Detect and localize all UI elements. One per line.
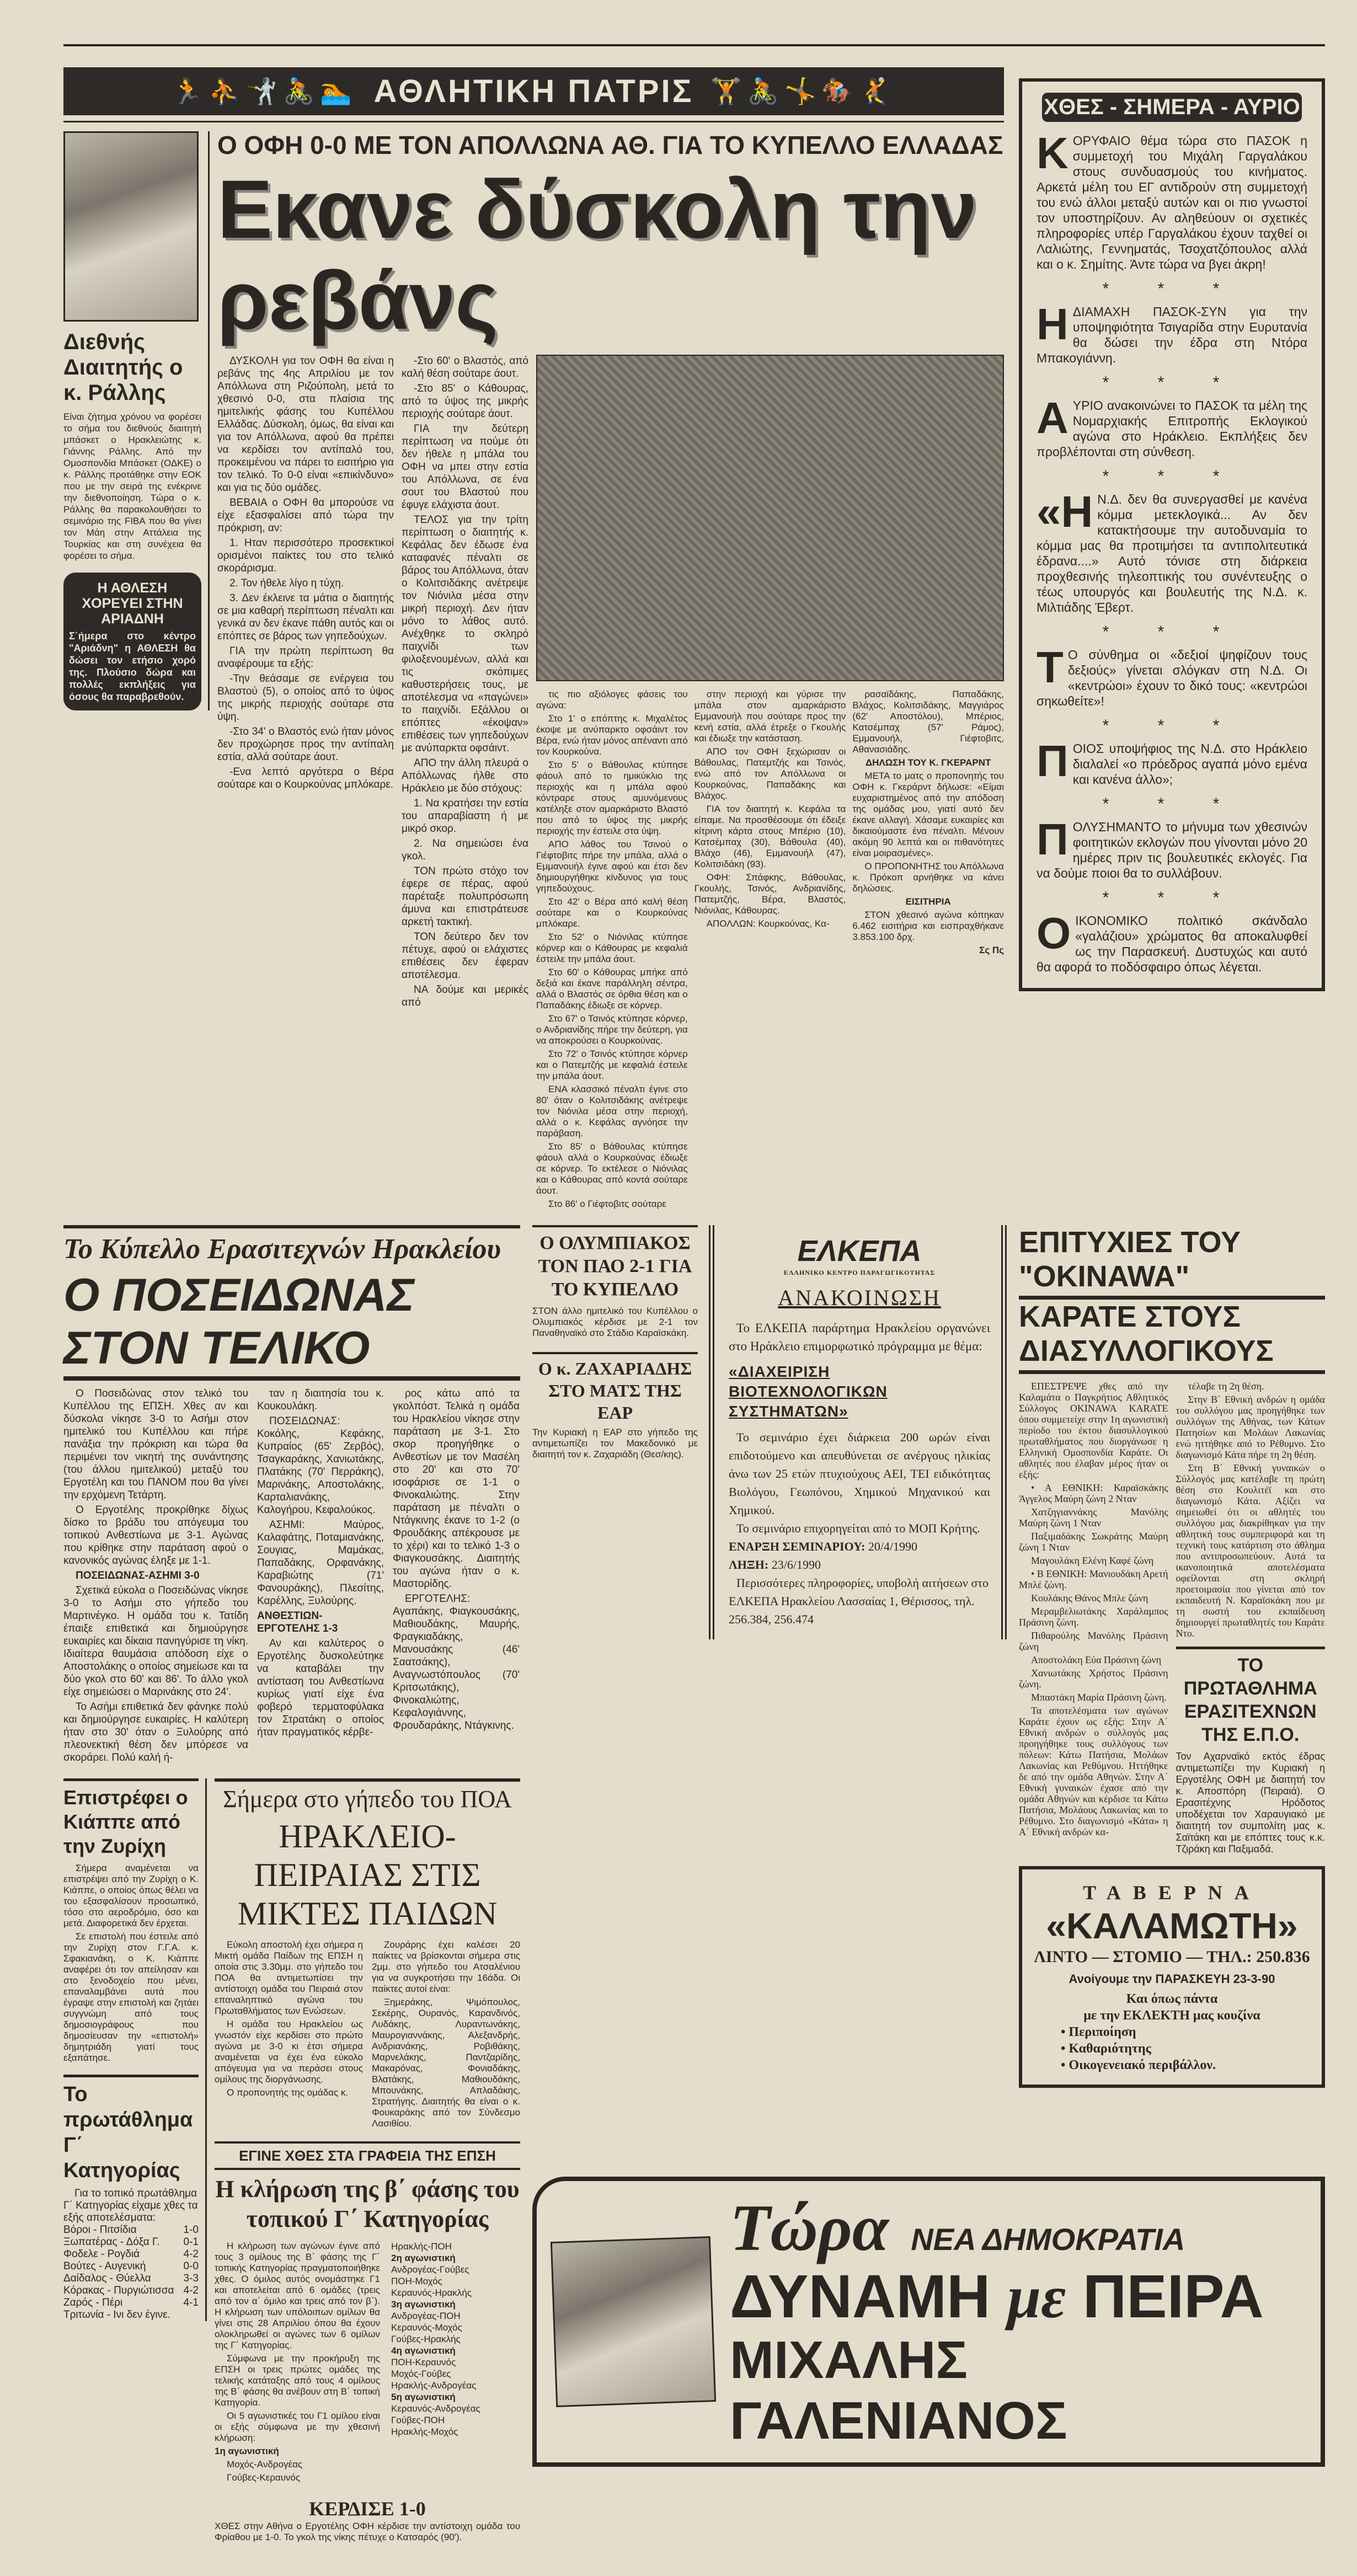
text: Π [1037, 741, 1068, 785]
result-row [63, 2236, 199, 2248]
text: Π [1037, 819, 1068, 864]
text: ΙΚΟΝΟΜΙΚΟ πολιτικό σκάνδαλο «γαλάζιου» χρώματος θα αποκαλυφθεί ως την Παρασκευή. Δυστυχώς και αυτό θα αφορά το ποδόσφαιρο όπως λέγεται. [1037, 913, 1307, 974]
xthes-simera-avrio-box [1019, 78, 1325, 991]
text: ΑΣΗΜΙ: Μαύρος, Καλαφάτης, Ποταμιανάκης, Σουγιας, Μαμάκας, Παπαδάκης, Ορφανάκης, Καραβιώτης (71' Φανουράκης), Πλεσίτης, Καρέλλης, Ξυλούρης. [257, 1519, 384, 1607]
text: Για το τοπικό πρωτάθλημα Γ΄ Κατηγορίας είχαμε χθες τα εξής αποτελέσματα: [63, 2187, 198, 2224]
text: 2. Τον ήθελε λίγο η τύχη. [229, 577, 344, 589]
zachariadis-headline: Ο κ. ΖΑΧΑΡΙΑΔΗΣ ΣΤΟ ΜΑΤΣ ΤΗΣ ΕΑΡ [538, 1358, 692, 1423]
text: Στη Β΄ Εθνική γυναικών ο Σύλλογός μας κατέλαβε τη πρώτη θέση στο Κουλιτέϊ και στο διαγωνισμό Κάτα. Αξίζει να σημειωθεί ότι οι αθλητές του συλλόγου μας διακρίθηκαν για την αθλητική τους συμπεριφορά και τη τεχνική τους κατάρτιση στο άθλημα που αντιπροσωπεύουν. Αυτά τα ικανοποιητικά αποτελέσματα οφείλονται στη σκληρή προετοιμασία που γίνεται από τον εκπαιδευτή Ν. Καραϊσκάκη που με τη σωστή του εκπαίδευση δημιουργεί πρωταθλητές του Καράτε Ντο. [1176, 1462, 1325, 1639]
taverna-line: με την ΕΚΛΕΚΤΗ μας κουζίνα [1083, 2008, 1260, 2023]
text: Στο 1' ο επόπτης κ. Μιχαλέτος έκοψε με ανύπαρκτο οφσάιντ τον Βέρα, ενώ ήταν μόνος απέναντι από τον Κουρκούνα. [536, 713, 688, 757]
text: 2η αγωνιστική [391, 2252, 456, 2263]
poa-headline: ΗΡΑΚΛΕΙΟ-ΠΕΙΡΑΙΑΣ ΣΤΙΣ ΜΙΚΤΕΣ ΠΑΙΔΩΝ [237, 1818, 498, 1932]
top-rule [63, 44, 1325, 46]
text: Στο 5' ο Βάθουλας κτύπησε φάουλ από το ημικύκλιο της περιοχής και η μπάλα αφού κόντραρε στους αμυνόμενους κατέληξε στον αμαρκάριστο Βλαστό που από το ύψος της μικρής περιοχής την έστειλε στα ύψη. [536, 759, 688, 836]
lead-column-3 [536, 689, 688, 1212]
text: ΟΦΗ: Σπάφκης, Βάθουλας, Γκουλής, Τσινός, Ανδριανίδης, Πατεμτζής, Βέρα, Βλαστός, Νιόνιλας, Κάθουρας. [694, 872, 846, 916]
text: ΔΗΛΩΣΗ ΤΟΥ Κ. ΓΚΕΡΑΡΝΤ [865, 757, 991, 768]
elkepa-logo: ΕΛΚΕΠΑ [797, 1234, 922, 1268]
start-date: 20/4/1990 [868, 1539, 918, 1553]
match-photo [536, 355, 1004, 681]
text: ΣΤΟΝ χθεσινό αγώνα κόπηκαν 6.462 εισιτήρια και εισπραχθήκανε 3.853.100 δρχ. [852, 909, 1005, 942]
text: ΑΠΟ τον ΟΦΗ ξεχώρισαν οι Βάθουλας, Πατεμτζής και Τσινός, ενώ από τον Απόλλωνα οι Κουρκούνας, Παπαδάκης και Βλάχος. [694, 746, 846, 801]
okinawa-right [1176, 1381, 1326, 1855]
text: 3. Δεν έκλεινε τα μάτια ο διαιτητής σε μια καθαρή περίπτωση πέναλτι και γενικά αν δεν έκανε πάθη αυτός και οι επόπτες σε βάρος των γηπεδούχων. [217, 592, 394, 642]
lead-columns [217, 355, 1004, 1212]
party-name: ΝΕΑ ΔΗΜΟΚΡΑΤΙΑ [911, 2222, 1185, 2257]
okinawa-columns [1019, 1381, 1325, 1855]
separator: * * * [1102, 889, 1242, 907]
separator: * * * [1102, 467, 1242, 485]
taverna-name: «ΚΑΛΑΜΩΤΗ» [1046, 1905, 1298, 1946]
text: ταν η διαιτησία του κ. Κουκουλάκη. [257, 1387, 384, 1412]
text: Ο [1037, 913, 1071, 958]
poa-klirosi-column [215, 1778, 520, 2543]
text: Εύκολη αποστολή έχει σήμερα η Μικτή ομάδα Παίδων της ΕΠΣΗ η οποία στις 3.30μμ. στο γήπεδο του ΠΟΑ θα αντιμετωπίσει την αντίστοιχη ομάδα του Πειραιά στον επαναληπτικό αγώνα του Πρωταθλήματος των Ενώσεων. [215, 1939, 363, 2016]
elkepa-intro: Το ΕΛΚΕΠΑ παράρτημα Ηρακλείου οργανώνει στο Ηράκλειο επιμορφωτικό πρόγραμμα με θέμα: [729, 1321, 990, 1353]
taverna-line: Και όπως πάντα [1126, 1991, 1218, 2006]
text: ΓΙΑ την πρώτη περίπτωση θα αναφέρουμε τα εξής: [217, 645, 394, 670]
kiappe-headline: Επιστρέφει ο Κιάππε από την Ζυρίχη [63, 1786, 188, 1857]
item [1037, 398, 1307, 462]
kypello-column-3 [393, 1387, 520, 1734]
okinawa-headline-2: ΚΑΡΑΤΕ ΣΤΟΥΣ ΔΙΑΣΥΛΛΟΓΙΚΟΥΣ [1019, 1300, 1325, 1374]
text: Ο Ποσειδώνας στον τελικό του Κυπέλλου της ΕΠΣΗ. Χθες αν και δύσκολα νίκησε 3-0 το Ασήμι στον ημιτελικό του Κυπέλλου και πήρε πανάξια την πρόκριση και τώρα θα περιμένει τον νικητή της συνάντησης (του άλλου ημιτελικού) μεταξύ του Εργοτέλη και του ΠΑΝΟΜ που θα γίνει την ερχόμενη Τετάρτη. [63, 1387, 248, 1501]
text: Στο 52' ο Νιόνιλας κτύπησε κόρνερ και ο Κάθουρας με κεφαλιά έστειλε την μπάλα άουτ. [536, 931, 688, 964]
text: ΤΕΛΟΣ για την τρίτη περίπτωση ο διαιτητής κ. Κεφάλας δεν έδωσε ένα καταφανές πέναλτι σε βάρος του Απόλλωνα, όταν ο Κολιτσιδάκης ανέτρεψε τον Νιόνιλα μέσα στην μικρή περιοχή. Δεν ήταν μόνο το λάθος αυτό. Ανέχθηκε το σκληρό παιχνίδι των φιλοξενουμένων, αλλά και τις σκόπιμες καθυστερήσεις τους, με αποτέλεσμα να «παγώνει» το παιχνίδι. Εξάλλου οι επόπτες «έκοψαν» επιθέσεις των γηπεδούχων με ανύπαρκτα οφσάιντ. [402, 514, 528, 754]
text: 1. Ηταν περισσότερο προσεκτικοί ορισμένοι παίκτες του στο τελικό σκοράρισμα. [217, 537, 394, 574]
olympiakos-story [532, 1225, 698, 1339]
elkepa-info: Περισσότερες πληροφορίες, υποβολή αιτήσεων στο ΕΛΚΕΠΑ Ηρακλείου Λασσαίας 1, Θέρισσος, τηλ. 256.384, 256.474 [729, 1575, 989, 1626]
result-row [63, 2297, 199, 2309]
text: Καθαριότητης [1068, 2041, 1151, 2056]
main-left [63, 67, 1004, 1212]
item [1037, 913, 1307, 977]
text: Σχετικά εύκολα ο Ποσειδώνας νίκησε 3-0 το Ασήμι στο γήπεδο του Μαρτινέγκο. Η ομάδα του κ. Τατίδη έπαιξε επιθετικά και δημιούργησε ευκαιρίες και δίκαια πανηγύρισε τη νίκη. Ιδιαίτερα θαυμάσια απόδοση είχε ο Αποστολάκης ο οποίος σημείωσε και τα δύο γκολ στο 60' και 86'. Το άλλο γκολ είχε σημειώσει ο Μαρινάκης στο 24'. [63, 1584, 248, 1698]
section-rule [215, 2168, 520, 2170]
text: Χατζηγιαννάκης Μανόλης Μαύρη ζώνη 1 Νταν [1019, 1506, 1168, 1529]
text: ΤΟΝ δεύτερο δεν τον πέτυχε, αφού οι ελάχιστες επιθέσεις δεν έφεραν αποτέλεσμα. [402, 931, 528, 981]
text: 5η αγωνιστική [391, 2391, 456, 2402]
text: ΕΡΓΟΤΕΛΗΣ: Αγαπάκης, Φιαγκουσάκης, Μαθιουδάκης, Μαυρής, Φραγκιαδάκης, Μανουσάκης (46' Σαατσάκης), Αναγνωστόπουλος (70' Κριτσωτάκης), Φινοκαλιώτης, Κεφαλογιάννης, Φρουδαράκης, Ντάγκινης. [393, 1592, 520, 1731]
text: Γούβες-Ηρακλής [391, 2333, 461, 2344]
text: Ηρακλής-ΠΟΗ [391, 2241, 452, 2252]
section-rule [63, 2075, 199, 2077]
text: ΓΙΑ την δεύτερη περίπτωση να πούμε ότι δεν ήθελε η μπάλα του ΟΦΗ να μπει στην εστία του Απόλλωνα, σε ένα σουτ του Βλαστού που έφυγε ελάχιστα άουτ. [402, 423, 528, 511]
gkat-results [63, 2188, 199, 2321]
protathlima-body: Τον Αχαρναϊκό εκτός έδρας αντιμετωπίζει την Κυριακή η Εργοτέλης ΟΦΗ με διαιτητή τον κ. Αποσπόρη (Πειραιά). Ο Ερασιτέχνης Ηρόδοτος υποδέχεται τον Χαραυγιακό με διαιτητή τον συμπολίτη μας κ. Σαϊτάκη και με επόπτες τους κ.κ. Τζιράκη και Παξιμαδά. [1176, 1750, 1325, 1854]
text: 4η αγωνιστική [391, 2345, 456, 2356]
separator: * * * [1102, 280, 1242, 298]
text: ΔΥΣΚΟΛΗ για τον ΟΦΗ θα είναι η ρεβάνς της 4ης Απριλίου με τον Απόλλωνα στη Ριζούπολη, μετά το χθεσινό 0-0, στα πλαίσια της ημιτελικής φάσης του Κυπέλλου Ελλάδας. Δύσκολη, όμως, θα είναι και για τον Απόλλωνα, αφού θα πρέπει να κερδίσει τον αντίπαλό του, προκειμένου να πάρει το εισιτήριο για τον τελικό. Το 0-0 είναι «επικίνδυνο» και για τις δύο ομάδες. [217, 355, 394, 494]
text: ΠΟΗ-Κεραυνός [391, 2356, 456, 2367]
separator: * * * [1102, 795, 1242, 813]
elkepa-start [729, 1537, 990, 1556]
section-rule [215, 2141, 520, 2144]
kypello-kicker: Το Κύπελλο Ερασιτεχνών Ηρακλείου [63, 1233, 501, 1265]
poa-kicker: Σήμερα στο γήπεδο του ΠΟΑ [223, 1785, 512, 1813]
text: ΕΝΑ κλασσικό πέναλτι έγινε στο 80' όταν ο Κολιτσιδάκης ανέτρεψε τον Νιόνιλα μέσα στην περιοχή, αλλά ο κ. Κεφάλας αγνόησε την παράβαση. [536, 1083, 688, 1139]
text: ΥΡΙΟ ανακοινώνει το ΠΑΣΟΚ τα μέλη της Νομαρχιακής Επιτροπής Εκλογικού αγώνα στο Ηράκλειο. Εκπλήξεις δεν προβλέπονται στη σύνθεση. [1037, 398, 1307, 459]
section-rule [63, 1376, 520, 1381]
left-narrow-column [63, 1778, 207, 2321]
text: ΑΝΘΕΣΤΙΩΝ-ΕΡΓΟΤΕΛΗΣ 1-3 [257, 1610, 338, 1634]
kerdise-headline: ΚΕΡΔΙΣΕ 1-0 [309, 2497, 426, 2520]
result-row [63, 2248, 199, 2260]
text: Η [1037, 304, 1068, 349]
text: ΤΟΝ πρώτο στόχο τον έφερε σε πέρας, αφού παρέταξε πολυπρόσωπη άμυνα και επιστράτευσε αρκετή τακτική. [402, 865, 528, 928]
end-date: 23/6/1990 [771, 1557, 821, 1572]
text: ΑΠΟΛΛΩΝ: Κουρκούνας, Κα- [706, 918, 830, 929]
text: Αν και καλύτερος ο Εργοτέλης δυσκολεύτηκε να καταβάλει την αντίσταση του Ανθεστίωνα κυρίως γιατί είχε ένα φοβερό τερματοφύλακα τον Στρατάκη ο οποίος ήταν πραγματικός κέρβε- [257, 1637, 384, 1738]
text: Τριτωνία - Ινι δεν έγινε. [63, 2308, 170, 2321]
separator: * * * [1102, 623, 1242, 641]
text: ΕΝΑΡΞΗ ΣΕΜΙΝΑΡΙΟΥ: [729, 1539, 866, 1553]
zachariadis-body: Την Κυριακή η ΕΑΡ στο γήπεδο της αντιμετωπίζει τον Μακεδονικό με διαιτητή τον κ. Ζαχαριάδη (Θεσ/κης). [532, 1426, 698, 1460]
column-b [532, 1225, 1007, 1639]
text: ΟΡΥΦΑΙΟ θέμα τώρα στο ΠΑΣΟΚ η συμμετοχή του Μιχάλη Γαργαλάκου στους συνδυασμούς του κινήματος. Αρκετά μέλη του ΕΓ αντιδρούν στη συμμετοχή του ενώ άλλοι μεταξύ αυτών και οι πιο γνωστοί τον υποστηρίζουν. Αν αληθεύουν οι σχετικές πληροφορίες υπέρ Γαργαλάκου έχουν ταχθεί οι Λαλιώτης, Γεννηματάς, Τσοχατζόπουλος αλλά και ο κ. Σημίτης. Άντε τώρα να βγει άκρη! [1037, 133, 1307, 271]
text: -Στο 85' ο Κάθουρας, από το ύψος της μικρής περιοχής σούταρε άουτ. [402, 382, 528, 420]
section-rule [63, 1778, 199, 1781]
ad-script-word: Τώρα [730, 2191, 889, 2265]
text: ΠΟΗ-Μοχός [391, 2275, 442, 2286]
text: Κεραυνός-Μοχός [391, 2322, 462, 2333]
text: ρος κάτω από τα γκολπόστ. Τελικά η ομάδα του Ηρακλείου νίκησε στην παράταση με 3-1. Στο σκορ προηγήθηκε ο Ανθεστίων με τον Μασέλη στο 20' και στο 70' ισοφάρισε σε 1-1 ο Φινοκαλιώτης. Στην παράταση με πέναλτι ο Ντάγκινης έκανε το 1-2 (ο Φρουδάκης απέκρουσε με το χέρι) και το τελικό 1-3 ο Φιαγκουσάκης. Διαιτητής του αγώνα ήταν ο κ. Μαστορίδης. [393, 1387, 520, 1590]
text: Οι 5 αγωνιστικές του Γ1 ομίλου είναι οι εξής σύμφωνα με την χθεσινή κλήρωση: [215, 2410, 380, 2443]
klirosi-kicker: ΕΓΙΝΕ ΧΘΕΣ ΣΤΑ ΓΡΑΦΕΙΑ ΤΗΣ ΕΠΣΗ [239, 2147, 496, 2164]
text: Ο σύνθημα οι «δεξιοί ψηφίζουν τους δεξιούς» γίνεται σλόγκαν στη Ν.Δ. Οι «κεντρώοι» έχουν το δικό τους: «κεντρώοι σηκωθείτε»! [1037, 648, 1307, 708]
text: με [1007, 2263, 1066, 2331]
text: Ξωπατέρας - Δόξα Γ. [63, 2236, 160, 2248]
byline: Σς Πς [979, 944, 1005, 955]
ariadni-body: Σ΄ήμερα στο κέντρο "Αριάδνη" η ΑΘΛΕΣΗ θα δώσει τον ετήσιο χορό της. Πλούσιο δώρα και πολλές εκπλήξεις για όσους θα παραβρεθούν. [69, 630, 196, 702]
klirosi-columns [215, 2241, 520, 2486]
sport-figures-icon: 🏃⛹🤺🚴🏊 [172, 77, 357, 105]
text: -Στο 60' ο Βλαστός, από καλή θέση σούταρε άουτ. [402, 355, 528, 380]
okinawa-headline-1: ΕΠΙΤΥΧΙΕΣ ΤΟΥ "OKINAWA" [1019, 1225, 1325, 1300]
text: ΓΙΑ τον διαιτητή κ. Κεφάλα τα είπαμε. Να προσθέσουμε ότι έδειξε κίτρινη κάρτα στους Μπέριο (10), Κατσέμπαχ (30), Βάθουλα (40), Βλάχο (46), Εμμανουήλ (47), Κολιτσιδάκη (93). [694, 803, 846, 869]
text: ΕΠΕΣΤΡΕΨΕ χθες από την Καλαμάτα ο Παγκρήτιος Αθλητικός Σύλλογος OKINAWA KARATE όπου συμμετείχε στην 1η αγωνιστική περίοδο του έκτου διασυλλογικού πρωταθλήματος που διοργάνωσε η Ελληνική Ομοσπονδία Καράτε. Οι αθλητές που έλαβαν μέρος ήταν οι εξής: [1019, 1380, 1168, 1480]
text: ΠΕΙΡΑ [1082, 2263, 1264, 2331]
text: ΛΗΞΗ: [729, 1557, 769, 1572]
text: Οικογενειακό περιβάλλον. [1068, 2057, 1216, 2072]
text: Ξημεράκης, Ψιμόπουλος, Σεκέρης, Ουρανός, Καρανδινός, Λυδάκης, Λυραντωνάκης, Μαυρογιαννάκης, Αλεξανδρής, Ανδριανάκης, Ροβιθάκης, Μαρνελάκης, Παντζαρίδης, Μακαρόνας, Φονιαδάκης, Βλατάκης, Μαθιουδάκης, Μπουνάκης, Απλαδάκης, Στρατήγης. Διαιτητής θα είναι ο κ. Φουκαράκης από τον Σύνδεσμο Λασιθίου. [372, 1996, 520, 2129]
text: Στο 60' ο Κάθουρας μπήκε από δεξιά και έκανε παράλληλη σέντρα, αλλά ο Βλαστός σε όρθια θέση και ο Παπαδάκης έδιωξε σε κόρνερ. [536, 966, 688, 1011]
text: Βούτες - Αυγενική [63, 2260, 146, 2272]
ad-text [730, 2192, 1304, 2451]
elkepa-theme: «ΔΙΑΧΕΙΡΙΣΗ ΒΙΟΤΕΧΝΟΛΟΓΙΚΩΝ ΣΥΣΤΗΜΑΤΩΝ» [729, 1362, 888, 1420]
nd-campaign-ad [532, 2177, 1325, 2467]
text: Ζουράρης έχει καλέσει 20 παίκτες να βρίσκονται σήμερα στις 2μμ. στο γήπεδο του Ατσαλένιου για να συγκροτήσει την 16άδα. Οι παίκτες αυτοί είναι: [372, 1939, 520, 1994]
elkepa-ad [709, 1225, 1007, 1639]
text: ΔΥΝΑΜΗ [730, 2263, 991, 2331]
text: «Η [1037, 491, 1093, 536]
top-section [63, 67, 1325, 1212]
text: Το Ασήμι επιθετικά δεν φάνηκε πολύ και δημιούργησε ευκαιρίες. Η καλύτερη ήταν στο 30' όταν ο Ξυλούρης από πλεονεκτική θέση δεν μπόρεσε να σκοράρει. Πολύ καλή ή- [63, 1701, 248, 1763]
text: ΠΟΣΕΙΔΩΝΑΣ-ΑΣΗΜΙ 3-0 [76, 1569, 200, 1581]
separator: * * * [1102, 373, 1242, 392]
text: 3η αγωνιστική [391, 2299, 456, 2310]
kypello-headline: Ο ΠΟΣΕΙΔΩΝΑΣ ΣΤΟΝ ΤΕΛΙΚΟ [63, 1268, 415, 1373]
item [1037, 304, 1307, 368]
sport-figures-icon: 🏋🚴🤸🏇🤾 [710, 77, 896, 105]
lead-column-2 [402, 355, 528, 1011]
text: Σύμφωνα με την προκήρυξη της ΕΠΣΗ οι τρεις πρώτες ομάδες της τελικής κατάταξης από τους 4 ομίλους της Β΄ φάσης θα ανέβουν στη Β΄ τοπική Κατηγορία. [215, 2353, 380, 2408]
column-title: ΧΘΕΣ - ΣΗΜΕΡΑ - ΑΥΡΙΟ [1042, 93, 1302, 122]
lead-kicker: Ο ΟΦΗ 0-0 ΜΕ ΤΟΝ ΑΠΟΛΛΩΝΑ ΑΘ. ΓΙΑ ΤΟ ΚΥΠΕΛΛΟ ΕΛΛΑΔΑΣ [217, 131, 1003, 159]
text: • Β ΕΘΝΙΚΗ: Μανιουδάκη Αρετή Μπλέ ζώνη. [1019, 1568, 1168, 1590]
lead-column-4 [694, 689, 846, 932]
text: Ο ΠΡΟΠΟΝΗΤΗΣ του Απόλλωνα κ. Πρόκοπ αρνήθηκε να κάνει δηλώσεις. [852, 861, 1005, 894]
text: τέλαβε τη 2η θέση. [1188, 1380, 1264, 1392]
elkepa-title: ΑΝΑΚΟΙΝΩΣΗ [778, 1285, 941, 1310]
text: τις πιο αξιόλογες φάσεις του αγώνα: [536, 688, 688, 710]
text: Κεραυνός-Ηρακλής [391, 2287, 472, 2298]
poa-column-2 [372, 1939, 520, 2131]
text: 1. Να κρατήσει την εστία του απαραβίαστη ή με μικρό σκορ. [402, 797, 528, 835]
text: Ανδρογέας-ΠΟΗ [391, 2310, 461, 2321]
result-row [63, 2309, 199, 2321]
text: Α [1037, 398, 1068, 442]
klirosi-column-2 [391, 2241, 520, 2438]
text: Παξιμαδάκης Σωκράτης Μαύρη ζώνη 1 Νταν [1019, 1530, 1168, 1553]
text: 0-0 [183, 2260, 199, 2272]
kypello-columns [63, 1387, 520, 1766]
text: ΒΕΒΑΙΑ ο ΟΦΗ θα μπορούσε να είχε εξασφαλίσει από τώρα την πρόκριση, αν: [217, 496, 394, 534]
zachariadis-story [532, 1352, 698, 1460]
ralli-headline: Διεθνής Διαιτητής ο κ. Ράλλης [63, 330, 183, 405]
elkepa-logo-sub: ΕΛΛΗΝΙΚΟ ΚΕΝΤΡΟ ΠΑΡΑΓΩΓΙΚΟΤΗΤΑΣ [783, 1268, 936, 1276]
text: Γούβες-Κεραυνός [227, 2472, 301, 2483]
text: Η κλήρωση των αγώνων έγινε από τους 3 ομίλους της Β΄ φάσης της Γ΄ τοπικής Κατηγορίας πραγματοποιήθηκε χθες. Ο όμιλος αυτός ονομάστηκε Γ1 και αποτελείται από 6 ομάδες (τρεις από τον α΄ όμιλο και τρεις από τον β΄). Η κλήρωση των υπόλοιπων ομίλων θα γίνει στις 28 Απριλίου όπου θα έχουν ολοκληρωθεί οι αγώνες των 6 ομίλων της Γ΄ Κατηγορίας. [215, 2240, 380, 2350]
text: Αποστολάκη Εύα Πράσινη ζώνη [1031, 1654, 1162, 1665]
text: Τα αποτελέσματα των αγώνων Καράτε έχουν ως εξής: Στην Α΄ Εθνική ανδρών ο σύλλογός μας προηγήθηκε τους συλλόγους των πόλεων: Κάτω Πατήσια, Μολάων Λακωνίας και Ρεθύμνου. Ηττήθηκε δε από την ομάδα Αθηνών. Στην Α΄ Εθνική γυναικών έχασε από την ομάδα Αθηνών και κέρδισε τα Κάτω Πατήσια, Μολάους Λακωνίας και το Ρέθυμνο. Στο διαγωνισμό «Κάτα» η Α΄ Εθνική ανδρών κα- [1019, 1704, 1168, 1837]
item [1037, 819, 1307, 883]
taverna-address: ΛΙΝΤΟ — ΣΤΟΜΙΟ — ΤΗΛ.: 250.836 [1034, 1947, 1310, 1966]
text: ΟΛΥΣΗΜΑΝΤΟ το μήνυμα των χθεσινών φοιτητικών εκλογών που γίνονται μόνο 20 ημέρες πριν τις βουλευτικές εκλογές. Για να δούμε ποιοι θα το συλλάβουν. [1037, 820, 1307, 880]
ralli-body: Είναι ζήτημα χρόνου να φορέσει το σήμα του διεθνούς διαιτητή μπάσκετ ο Ηρακλειώτης κ. Γιάννης Ράλλης. Από την Ομοσπονδία Μπάσκετ (ΟΔΚΕ) ο κ. Ράλλης προτάθηκε στην ΕΟΚ που με την σειρά της ενέκρινε την διεθνοποίηση. Τώρα ο κ. Ράλλης θα παρακολουθήσει το σεμινάριο της FIBA που θα γίνει τον Μάη στην Αττάλεια της Τουρκίας και στη συνέχεια θα φορέσει το σήμα. [63, 411, 201, 561]
text: -Ενα λεπτό αργότερα ο Βέρα σούταρε και ο Κουρκούνας μπλόκαρε. [217, 766, 394, 790]
lead-right [536, 355, 1004, 1212]
section-title: ΑΘΛΗΤΙΚΗ ΠΑΤΡΙΣ [373, 73, 694, 109]
separator: * * * [1102, 717, 1242, 735]
text: 4-2 [183, 2284, 199, 2296]
text: Βόροι - Πιτσίδια [63, 2224, 137, 2236]
text: ΠΟΣΕΙΔΩΝΑΣ: Κοκόλης, Κεφάκης, Κυπραίος (65' Ζερβός), Τσαγκαράκης, Χανιωτάκης, Πλατάκης (70' Περράκης), Μαρινάκης, Αποστολάκης, Καρταλιανάκης, Καλογήρου, Κεφαλούκος. [257, 1415, 384, 1516]
text: 2. Να σημειώσει ένα γκολ. [402, 837, 528, 862]
ariadni-title: Η ΑΘΛΕΣΗ ΧΟΡΕΥΕΙ ΣΤΗΝ ΑΡΙΑΔΝΗ [82, 580, 183, 627]
lead-lower-columns [536, 689, 1004, 1212]
text: ΔΙΑΜΑΧΗ ΠΑΣΟΚ-ΣΥΝ για την υποψηφιότητα Τσιγαρίδα στην Ευρυτανία θα δώσει την έδρα στη Ντόρα Μπακογιάννη. [1037, 304, 1307, 365]
poa-columns [215, 1939, 520, 2131]
item [1037, 647, 1307, 711]
item [1037, 741, 1307, 789]
text: Μεραμβελιωτάκης Χαράλαμπος Πράσινη ζώνη. [1019, 1605, 1168, 1628]
lead-article [217, 131, 1004, 1212]
left-sidebar [63, 131, 210, 710]
text: Η ομάδα του Ηρακλείου ως γνωστόν είχε κερδίσει στο πρώτο αγώνα με 3-0 κι έτσι σήμερα αναμένεται να έχει ένα εύκολο απόγευμα για να περάσει στους ομίλους της διοργάνωσης. [215, 2018, 363, 2085]
kiappe-body [63, 1863, 199, 2064]
text: Στο 42' ο Βέρα από καλή θέση σούταρε και ο Κουρκούνας μπλόκαρε. [536, 896, 688, 929]
klirosi-headline: Η κλήρωση της β΄ φάσης του τοπικού Γ΄ Κατηγορίας [215, 2175, 520, 2232]
olympiakos-body: ΣΤΟΝ άλλο ημιτελικό του Κυπέλλου ο Ολυμπιακός κέρδισε με 2-1 τον Παναθηναϊκό στο Στάδιο Καραϊσκάκη. [532, 1305, 698, 1338]
lead-row [63, 131, 1004, 1212]
text: ρασαϊδάκης, Παπαδάκης, Βλάχος, Κολιτσιδάκης, Μαγγιάρος (62' Αποστόλου), Μπέριος, Κατσέμπαχ (57' Ράμος), Εμμανουήλ, Γιέφτοβιτς, Αθανασιάδης. [852, 688, 1005, 755]
text: 1-0 [183, 2224, 199, 2236]
taverna-ad [1019, 1866, 1325, 2088]
ad-slogan [730, 2264, 1304, 2330]
lower-left-row [63, 1778, 520, 2543]
text: Χανιωτάκης Χρήστος Πράσινη ζώνη. [1019, 1667, 1168, 1690]
poa-column-1 [215, 1939, 363, 2101]
text: Πιθαρούλης Μανόλης Πράσινη ζώνη [1019, 1629, 1168, 1652]
ariadni-box [63, 573, 201, 710]
gkat-headline: Το πρωτάθλημα Γ΄ Κατηγορίας [63, 2082, 193, 2182]
item [1037, 133, 1307, 274]
text: 0-1 [183, 2236, 199, 2248]
section-rule [63, 1225, 520, 1228]
elkepa-body: Το σεμινάριο έχει διάρκεια 200 ωρών είναι επιδοτούμενο και απευθύνεται σε ανέργους ηλικίας άνω των 25 ετών πτυχιούχους ΑΕΙ, ΤΕΙ ειδικότητας Βιολόγου, Γεωπόνου, Χημικού Μηχανικού και Χημικού. [729, 1430, 990, 1517]
text: ΑΠΟ την άλλη πλευρά ο Απόλλωνας ήλθε στο Ηράκλειο με δύο στόχους: [402, 757, 528, 794]
lead-column-5 [852, 689, 1004, 958]
ralli-photo [63, 131, 199, 322]
result-row [63, 2224, 199, 2236]
text: Δαίδαλος - Θύελλα [63, 2272, 151, 2284]
text: Κ [1037, 133, 1068, 178]
elkepa-body: Το σεμινάριο επιχορηγείται από το ΜΟΠ Κρήτης. [736, 1521, 980, 1535]
text: Μοχός-Γούβες [391, 2368, 451, 2379]
taverna-label: ΤΑΒΕΡΝΑ [1083, 1881, 1261, 1904]
text: 4-1 [183, 2296, 199, 2308]
text: Περιποίηση [1068, 2024, 1136, 2039]
text: Γούβες-ΠΟΗ [391, 2414, 445, 2425]
text: -Την θεάσαμε σε ενέργεια του Βλαστού (5), ο οποίος από το ύψος της μικρής περιοχής σούταρε στα ύψη. [217, 672, 394, 723]
elkepa-end [729, 1556, 990, 1574]
text: ΟΙΟΣ υποψήφιος της Ν.Δ. στο Ηράκλειο διαλαλεί «ο πρόεδρος αγαπά μόνο εμένα και κανένα άλλο»; [1072, 741, 1307, 787]
text: 3-3 [183, 2272, 199, 2284]
text: Στο 72' ο Τσινός κτύπησε κόρνερ και ο Πατεμτζής με κεφαλιά έστειλε την μπάλα άουτ. [536, 1048, 688, 1081]
text: • Α ΕΘΝΙΚΗ: Καραϊσκάκης Άγγελος Μαύρη ζώνη 2 Νταν [1019, 1482, 1168, 1504]
text: ΕΙΣΙΤΗΡΙΑ [905, 896, 951, 907]
result-row [63, 2260, 199, 2273]
text: Κεραυνός-Ανδρογέας [391, 2403, 480, 2414]
result-row [63, 2273, 199, 2285]
text: ΜΕΤΑ το ματς ο προπονητής του ΟΦΗ κ. Γκεράρντ δήλωσε: «Είμαι ευχαριστημένος από την απόδοση της ομάδας μου, γιατί αυτό δεν έκανε αλλαγή. Χάσαμε ευκαιρίες και δικαιούμαστε ένα πέναλτι. Μένουν ακόμη 90 λεπτά και οι πιθανότητες είναι μοιρασμένες». [852, 770, 1005, 858]
klirosi-column-1 [215, 2241, 380, 2486]
protathlima-story [1176, 1647, 1326, 1855]
text: Κόρακας - Πυργιώτισσα [63, 2284, 174, 2296]
result-row [63, 2285, 199, 2297]
taverna-bullets: • Περιποίηση • Καθαριότητης • Οικογενειακό περιβάλλον. [1061, 2024, 1216, 2072]
kerdise-body: ΧΘΕΣ στην Αθήνα ο Εργοτέλης ΟΦΗ κέρδισε την αντίστοιχη ομάδα του Φρίαθου με 1-0. Το γκολ της νίκης πέτυχε ο Κατσαρός (90'). [215, 2520, 520, 2542]
candidate-photo [551, 2236, 716, 2407]
olympiakos-headline: Ο ΟΛΥΜΠΙΑΚΟΣ ΤΟΝ ΠΑΟ 2-1 ΓΙΑ ΤΟ ΚΥΠΕΛΛΟ [538, 1232, 692, 1300]
text: Μαγουλάκη Ελένη Καφέ ζώνη [1031, 1554, 1154, 1566]
column-a [63, 1225, 520, 2543]
text: -Στο 34' ο Βλαστός ενώ ήταν μόνος δεν προχώρησε προς την αντίπαλη εστία, αλλά σούταρε άουτ. [217, 725, 394, 763]
kerdise-story [215, 2497, 520, 2543]
protathlima-headline: ΤΟ ΠΡΩΤΑΘΛΗΜΑ ΕΡΑΣΙΤΕΧΝΩΝ ΤΗΣ Ε.Π.Ο. [1183, 1654, 1317, 1745]
short-stories [532, 1225, 698, 1460]
lead-headline: Εκανε δύσκολη την ρεβάνς [217, 162, 977, 346]
text: ΝΑ δούμε και μερικές από [402, 984, 528, 1008]
text: Μοχός-Ανδρογέας [227, 2459, 303, 2470]
bottom-section [63, 1225, 1325, 2543]
text: 1η αγωνιστική [215, 2445, 279, 2456]
text: στην περιοχή και γύρισε την μπάλα στον αμαρκάριστο Εμμανουήλ που σούταρε προς την κενή εστία, αλλά έτρεξε ο Γκουλής και έδιωξε την κατάσταση. [694, 688, 846, 744]
text: Σήμερα αναμένεται να επιστρέψει από την Ζυρίχη ο Κ. Κιάππε, ο οποίος όπως θέλει να του εξασφαλίσουν προσωπικό, τόσο στο αεροδρόμιο, όσο και μετά. Διαφορετικά δεν έρχεται. [63, 1862, 199, 1928]
text: Στο 85' ο Βάθουλας κτύπησε φάουλ αλλά ο Κουρκούνας έδιωξε σε κόρνερ. Το εκτέλεσε ο Νιόνιλας και ο Κάθουρας από κοντά σούταρε άουτ. [536, 1141, 688, 1196]
kypello-column-2 [257, 1387, 384, 1741]
column-c [1019, 1225, 1325, 2088]
text: Στην Β΄ Εθνική ανδρών η ομάδα του συλλόγου μας προηγήθηκε των συλλόγων της Αθήνας, των Κάτων Πατησίων και Μολάων Λακωνίας ενώ ηττήθηκε από το Ρέθυμνο. Στο διαγωνισμό Κάτα πήρε τη 2η θέση. [1176, 1393, 1325, 1460]
kypello-column-1 [63, 1387, 248, 1766]
section-banner [63, 67, 1004, 115]
text: Φοδελε - Ρογδιά [63, 2248, 140, 2260]
text: Ζαρός - Πέρι [63, 2296, 123, 2308]
text: ΑΠΟ λάθος του Τσινού ο Γιέφτοβιτς πήρε την μπάλα, αλλά ο Εμμανουήλ έγινε αφού και έτσι δεν δημιουργήθηκε κίνδυνος για τους γηπεδούχους. [536, 838, 688, 894]
okinawa-column-1 [1019, 1381, 1168, 1840]
text: Ηρακλής-Ανδρογέας [391, 2380, 477, 2391]
text: Ν.Δ. δεν θα συνεργασθεί με κανένα κόμμα μετεκλογικά... Αν δεν κατακτήσουμε την αυτοδυναμία το κόμμα μας θα προτιμήσει τα αντιπολιτευτικά έδρανα....» Αυτό τόνισε στη διάρκεια προχθεσινής τηλεοπτικής του συνέντευξης ο τέως υπουργός και βουλευτής της Ν.Δ. κ. Μιλτιάδης Έβερτ. [1037, 492, 1307, 614]
section-rule [215, 1778, 520, 1782]
text: Στο 86' ο Γιέφτοβιτς σούταρε [548, 1198, 666, 1209]
item [1037, 491, 1307, 617]
text: Σε επιστολή που έστειλε από την Ζυρίχη στον Γ.Γ.Α. κ. Σφακιανάκη, ο Κ. Κιάππε αναφέρει ότι τον απείλησαν και στο ξενοδοχείο που μένει, επαναλαμβάνει αυτά που έγραψε στην επιστολή και ζητάει συγγνώμη από τους δημοσιογράφους που δημοσίευσαν την «επιστολή» δημητριάδη γιατί τους εξαπάτησε. [63, 1931, 199, 2063]
text: Στο 67' ο Τσινός κτύπησε κόρνερ, ο Ανδριανίδης πήρε την δεύτερη, για να αποκρούσει ο Κουρκούνας. [536, 1013, 688, 1046]
taverna-opening: Ανοίγουμε την ΠΑΡΑΣΚΕΥΗ 23-3-90 [1068, 1971, 1275, 1986]
text: Μπαστάκη Μαρία Πράσινη ζώνη. [1031, 1691, 1167, 1703]
text: Κουλάκης Θάνος Μπλε ζώνη [1031, 1592, 1148, 1604]
okinawa-column-2 [1176, 1381, 1326, 1639]
text: Ανδρογέας-Γούβες [391, 2264, 469, 2275]
candidate-name: ΜΙΧΑΛΗΣ ΓΑΛΕΝΙΑΝΟΣ [730, 2331, 1067, 2451]
text: 4-2 [183, 2248, 199, 2260]
text: Ο προπονητής της ομάδας κ. [227, 2087, 349, 2098]
text: Ηρακλής-Μοχός [391, 2426, 458, 2437]
text: Ο Εργοτέλης προκρίθηκε δίχως δίσκο το βράδυ του απόγευμα του τοπικού Ανθεστίωνα με 3-1. Αγώνας που κρίθηκε στην παράταση αφού ο κανονικός αγώνας έληξε με 1-1. [63, 1504, 248, 1567]
lead-column-1 [217, 355, 394, 793]
banner-rule [63, 121, 1004, 122]
text: Τ [1037, 647, 1064, 692]
